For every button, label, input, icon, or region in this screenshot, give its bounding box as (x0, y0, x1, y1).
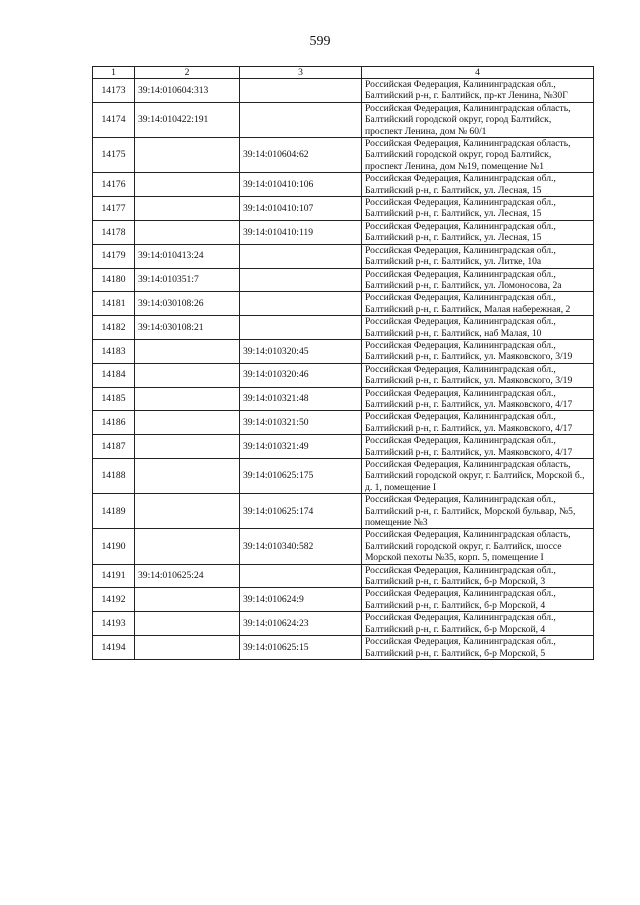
table-row (93, 292, 594, 316)
address-cell: Российская Федерация, Калининградская обл., Балтийский р-н, г. Балтийск, наб Малая, 10 (362, 316, 594, 340)
cadastral-number-col3: 39:14:010625:175 (240, 459, 362, 494)
address-cell: Российская Федерация, Калининградская обл., Балтийский р-н, г. Балтийск, ул. Лесная, 15 (362, 220, 594, 244)
cadastral-number-col2: 39:14:030108:21 (135, 316, 240, 340)
address-cell: Российская Федерация, Калининградская обл., Балтийский р-н, г. Балтийск, б-р Морской, 5 (362, 636, 594, 660)
cadastral-number-col3: 39:14:010604:62 (240, 138, 362, 173)
cadastral-number-col3: 39:14:010410:119 (240, 220, 362, 244)
row-number: 14183 (93, 339, 135, 363)
cadastral-number-col2 (135, 459, 240, 494)
header-col-1: 1 (93, 67, 135, 79)
cadastral-number-col2: 39:14:010351:7 (135, 268, 240, 292)
address-cell: Российская Федерация, Калининградская область, Балтийский городской округ, г. Балтийск, шоссе Морской пехоты №35, корп. 5, помещение I (362, 529, 594, 564)
cadastral-number-col3: 39:14:010625:15 (240, 636, 362, 660)
cadastral-number-col2 (135, 220, 240, 244)
cadastral-number-col2 (135, 339, 240, 363)
address-cell: Российская Федерация, Калининградская обл., Балтийский р-н, г. Балтийск, ул. Лесная, 15 (362, 197, 594, 221)
address-cell: Российская Федерация, Калининградская обл., Балтийский р-н, г. Балтийск, Малая набережная, 2 (362, 292, 594, 316)
address-cell: Российская Федерация, Калининградская обл., Балтийский р-н, г. Балтийск, пр-кт Ленина, №30Г (362, 79, 594, 103)
row-number: 14177 (93, 197, 135, 221)
table-row (93, 588, 594, 612)
row-number: 14187 (93, 435, 135, 459)
address-cell: Российская Федерация, Калининградская обл., Балтийский р-н, г. Балтийск, ул. Маяковского, 4/17 (362, 411, 594, 435)
cadastral-number-col3 (240, 316, 362, 340)
row-number: 14194 (93, 636, 135, 660)
row-number: 14179 (93, 244, 135, 268)
table-row (93, 494, 594, 529)
table-row (93, 363, 594, 387)
cadastral-number-col2 (135, 173, 240, 197)
address-cell: Российская Федерация, Калининградская обл., Балтийский р-н, г. Балтийск, ул. Лесная, 15 (362, 173, 594, 197)
cadastral-number-col2 (135, 387, 240, 411)
table-body (93, 79, 594, 660)
table-row (93, 79, 594, 103)
row-number: 14173 (93, 79, 135, 103)
table-row (93, 339, 594, 363)
address-cell: Российская Федерация, Калининградская обл., Балтийский р-н, г. Балтийск, Морской бульвар, №5, помещение №3 (362, 494, 594, 529)
registry-table (92, 66, 594, 660)
address-cell: Российская Федерация, Калининградская область, Балтийский городской округ, город Балтийск, проспект Ленина, дом №19, помещение №1 (362, 138, 594, 173)
cadastral-number-col3: 39:14:010320:45 (240, 339, 362, 363)
address-cell: Российская Федерация, Калининградская обл., Балтийский р-н, г. Балтийск, ул. Маяковского, 3/19 (362, 339, 594, 363)
page-number: 599 (309, 34, 331, 49)
cadastral-number-col2 (135, 138, 240, 173)
row-number: 14175 (93, 138, 135, 173)
cadastral-number-col3 (240, 79, 362, 103)
address-cell: Российская Федерация, Калининградская область, Балтийский городской округ, город Балтийск, проспект Ленина, дом № 60/1 (362, 102, 594, 137)
cadastral-number-col3: 39:14:010625:174 (240, 494, 362, 529)
cadastral-number-col3: 39:14:010410:107 (240, 197, 362, 221)
cadastral-number-col2 (135, 529, 240, 564)
row-number: 14181 (93, 292, 135, 316)
address-cell: Российская Федерация, Калининградская обл., Балтийский р-н, г. Балтийск, б-р Морской, 4 (362, 612, 594, 636)
cadastral-number-col3 (240, 292, 362, 316)
cadastral-number-col3: 39:14:010340:582 (240, 529, 362, 564)
cadastral-number-col2 (135, 636, 240, 660)
table-row (93, 411, 594, 435)
address-cell: Российская Федерация, Калининградская обл., Балтийский р-н, г. Балтийск, ул. Литке, 10а (362, 244, 594, 268)
row-number: 14186 (93, 411, 135, 435)
cadastral-number-col3: 39:14:010624:23 (240, 612, 362, 636)
cadastral-number-col2: 39:14:010625:24 (135, 564, 240, 588)
header-col-4: 4 (362, 67, 594, 79)
cadastral-number-col3: 39:14:010410:106 (240, 173, 362, 197)
row-number: 14192 (93, 588, 135, 612)
cadastral-number-col2 (135, 435, 240, 459)
cadastral-number-col3 (240, 268, 362, 292)
address-cell: Российская Федерация, Калининградская обл., Балтийский р-н, г. Балтийск, ул. Маяковского, 3/19 (362, 363, 594, 387)
header-col-2: 2 (135, 67, 240, 79)
row-number: 14176 (93, 173, 135, 197)
row-number: 14189 (93, 494, 135, 529)
cadastral-number-col2 (135, 411, 240, 435)
table-row (93, 435, 594, 459)
address-cell: Российская Федерация, Калининградская обл., Балтийский р-н, г. Балтийск, ул. Маяковского, 4/17 (362, 435, 594, 459)
address-cell: Российская Федерация, Калининградская обл., Балтийский р-н, г. Балтийск, ул. Ломоносова, 2а (362, 268, 594, 292)
cadastral-number-col2 (135, 588, 240, 612)
address-cell: Российская Федерация, Калининградская обл., Балтийский р-н, г. Балтийск, б-р Морской, 3 (362, 564, 594, 588)
row-number: 14180 (93, 268, 135, 292)
cadastral-number-col2: 39:14:010604:313 (135, 79, 240, 103)
header-col-3: 3 (240, 67, 362, 79)
table-row (93, 102, 594, 137)
cadastral-number-col2 (135, 494, 240, 529)
table-row (93, 197, 594, 221)
cadastral-number-col3: 39:14:010321:50 (240, 411, 362, 435)
cadastral-number-col2: 39:14:010413:24 (135, 244, 240, 268)
cadastral-number-col2 (135, 612, 240, 636)
table-row (93, 268, 594, 292)
row-number: 14178 (93, 220, 135, 244)
row-number: 14185 (93, 387, 135, 411)
table-row (93, 459, 594, 494)
cadastral-number-col3 (240, 564, 362, 588)
cadastral-number-col2: 39:14:010422:191 (135, 102, 240, 137)
table-row (93, 138, 594, 173)
table-row (93, 387, 594, 411)
table-row (93, 564, 594, 588)
row-number: 14182 (93, 316, 135, 340)
table-row (93, 316, 594, 340)
cadastral-number-col2: 39:14:030108:26 (135, 292, 240, 316)
cadastral-number-col3 (240, 102, 362, 137)
row-number: 14174 (93, 102, 135, 137)
cadastral-number-col3: 39:14:010320:46 (240, 363, 362, 387)
row-number: 14184 (93, 363, 135, 387)
cadastral-number-col3: 39:14:010321:48 (240, 387, 362, 411)
table-row (93, 220, 594, 244)
address-cell: Российская Федерация, Калининградская область, Балтийский городской округ, г. Балтийск, Морской б., д. 1, помещение I (362, 459, 594, 494)
cadastral-number-col2 (135, 363, 240, 387)
row-number: 14193 (93, 612, 135, 636)
address-cell: Российская Федерация, Калининградская обл., Балтийский р-н, г. Балтийск, ул. Маяковского, 4/17 (362, 387, 594, 411)
row-number: 14188 (93, 459, 135, 494)
cadastral-number-col3: 39:14:010624:9 (240, 588, 362, 612)
address-cell: Российская Федерация, Калининградская обл., Балтийский р-н, г. Балтийск, б-р Морской, 4 (362, 588, 594, 612)
table-row (93, 173, 594, 197)
header-row (93, 67, 594, 79)
row-number: 14191 (93, 564, 135, 588)
cadastral-number-col3 (240, 244, 362, 268)
cadastral-number-col3: 39:14:010321:49 (240, 435, 362, 459)
table-row (93, 636, 594, 660)
table-header (93, 67, 594, 79)
cadastral-number-col2 (135, 197, 240, 221)
table-row (93, 244, 594, 268)
table-row (93, 612, 594, 636)
row-number: 14190 (93, 529, 135, 564)
table-row (93, 529, 594, 564)
